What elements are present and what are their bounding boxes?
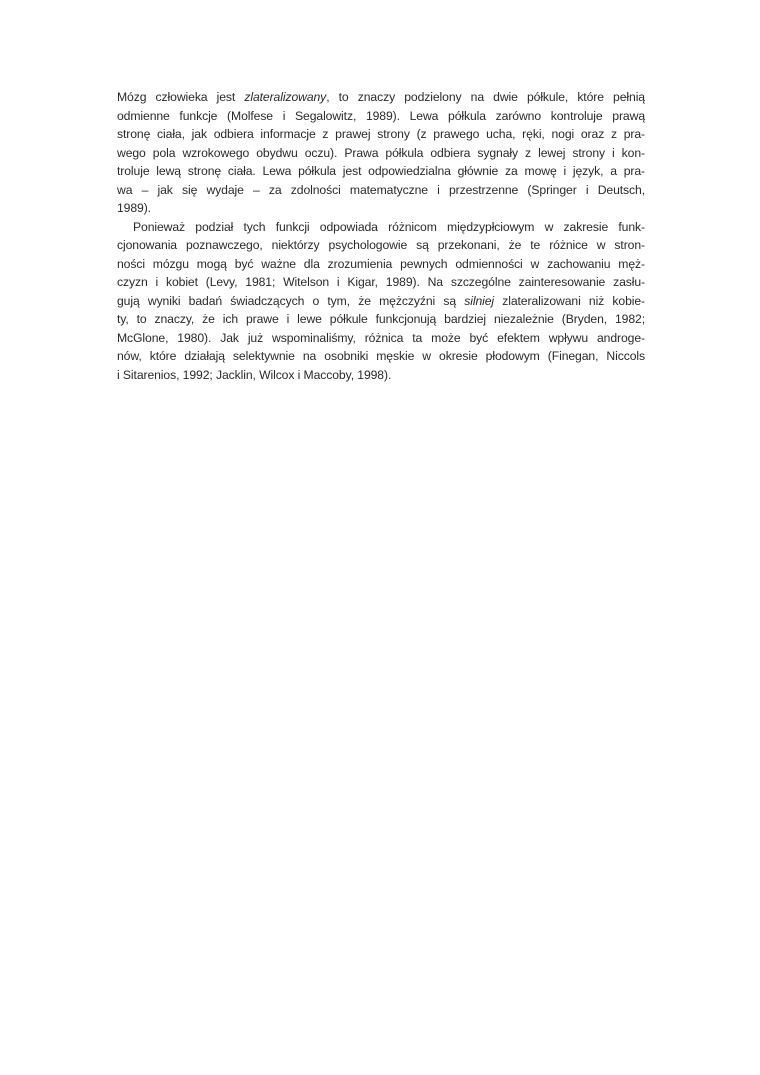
text-line (117, 218, 645, 237)
text-line (117, 236, 645, 255)
text-line (117, 273, 645, 292)
paragraph (117, 88, 645, 218)
text-run: ności mózgu mogą być ważne dla zrozumienia pewnych odmienności w zachowaniu męż- (117, 256, 645, 271)
text-run: i Sitarenios, 1992; Jacklin, Wilcox i Maccoby, 1998). (117, 367, 392, 382)
text-run: Ponieważ podział tych funkcji odpowiada różnicom międzypłciowym w zakresie funk- (133, 219, 645, 234)
text-run: czyzn i kobiet (Levy, 1981; Witelson i Kigar, 1989). Na szczególne zainteresowanie zasłu- (117, 275, 645, 289)
text-run: wego pola wzrokowego obydwu oczu). Prawa półkula odbiera sygnały z lewej strony i kon- (117, 145, 645, 160)
text-run: odmienne funkcje (Molfese i Segalowitz, 1989). Lewa półkula zarówno kontroluje prawą (117, 108, 645, 123)
text-line (117, 329, 645, 348)
text-run: McGlone, 1980). Jak już wspominaliśmy, różnica ta może być efektem wpływu androge- (117, 330, 645, 345)
body-text (117, 88, 645, 384)
text-line (117, 199, 645, 218)
text-run: Mózg człowieka jest (117, 90, 245, 104)
text-run: zlateralizowani niż kobie- (494, 293, 645, 308)
italic-term: zlateralizowany (244, 90, 327, 104)
text-line (117, 88, 645, 107)
text-run: wa – jak się wydaje – za zdolności matematyczne i przestrzenne (Springer i Deutsch, (117, 182, 645, 197)
text-line (117, 107, 645, 126)
text-run: 1989). (117, 201, 151, 215)
text-line (117, 144, 645, 163)
paragraph (117, 218, 645, 385)
text-run: ty, to znaczy, że ich prawe i lewe półkule funkcjonują bardziej niezależnie (Bryden, 1982; (117, 312, 645, 326)
text-line (117, 162, 645, 181)
text-run: troluje lewą stronę ciała. Lewa półkula jest odpowiedzialna głównie za mowę i język, a pra- (117, 164, 645, 178)
text-run: gują wyniki badań świadczących o tym, że mężczyźni są (117, 293, 465, 308)
text-run: cjonowania poznawczego, niektórzy psychologowie są przekonani, że te różnice w stron- (117, 238, 645, 252)
text-line (117, 125, 645, 144)
text-line (117, 181, 645, 200)
text-run: nów, które działają selektywnie na osobniki męskie w okresie płodowym (Finegan, Niccols (117, 349, 645, 363)
text-run: stronę ciała, jak odbiera informacje z prawej strony (z prawego ucha, ręki, nogi oraz z pra- (117, 127, 645, 141)
text-line (117, 292, 645, 311)
text-line (117, 347, 645, 366)
text-run: , to znaczy podzielony na dwie półkule, które pełnią (326, 90, 645, 104)
text-line (117, 366, 645, 385)
text-line (117, 310, 645, 329)
italic-term: silniej (464, 293, 495, 308)
text-line (117, 255, 645, 274)
